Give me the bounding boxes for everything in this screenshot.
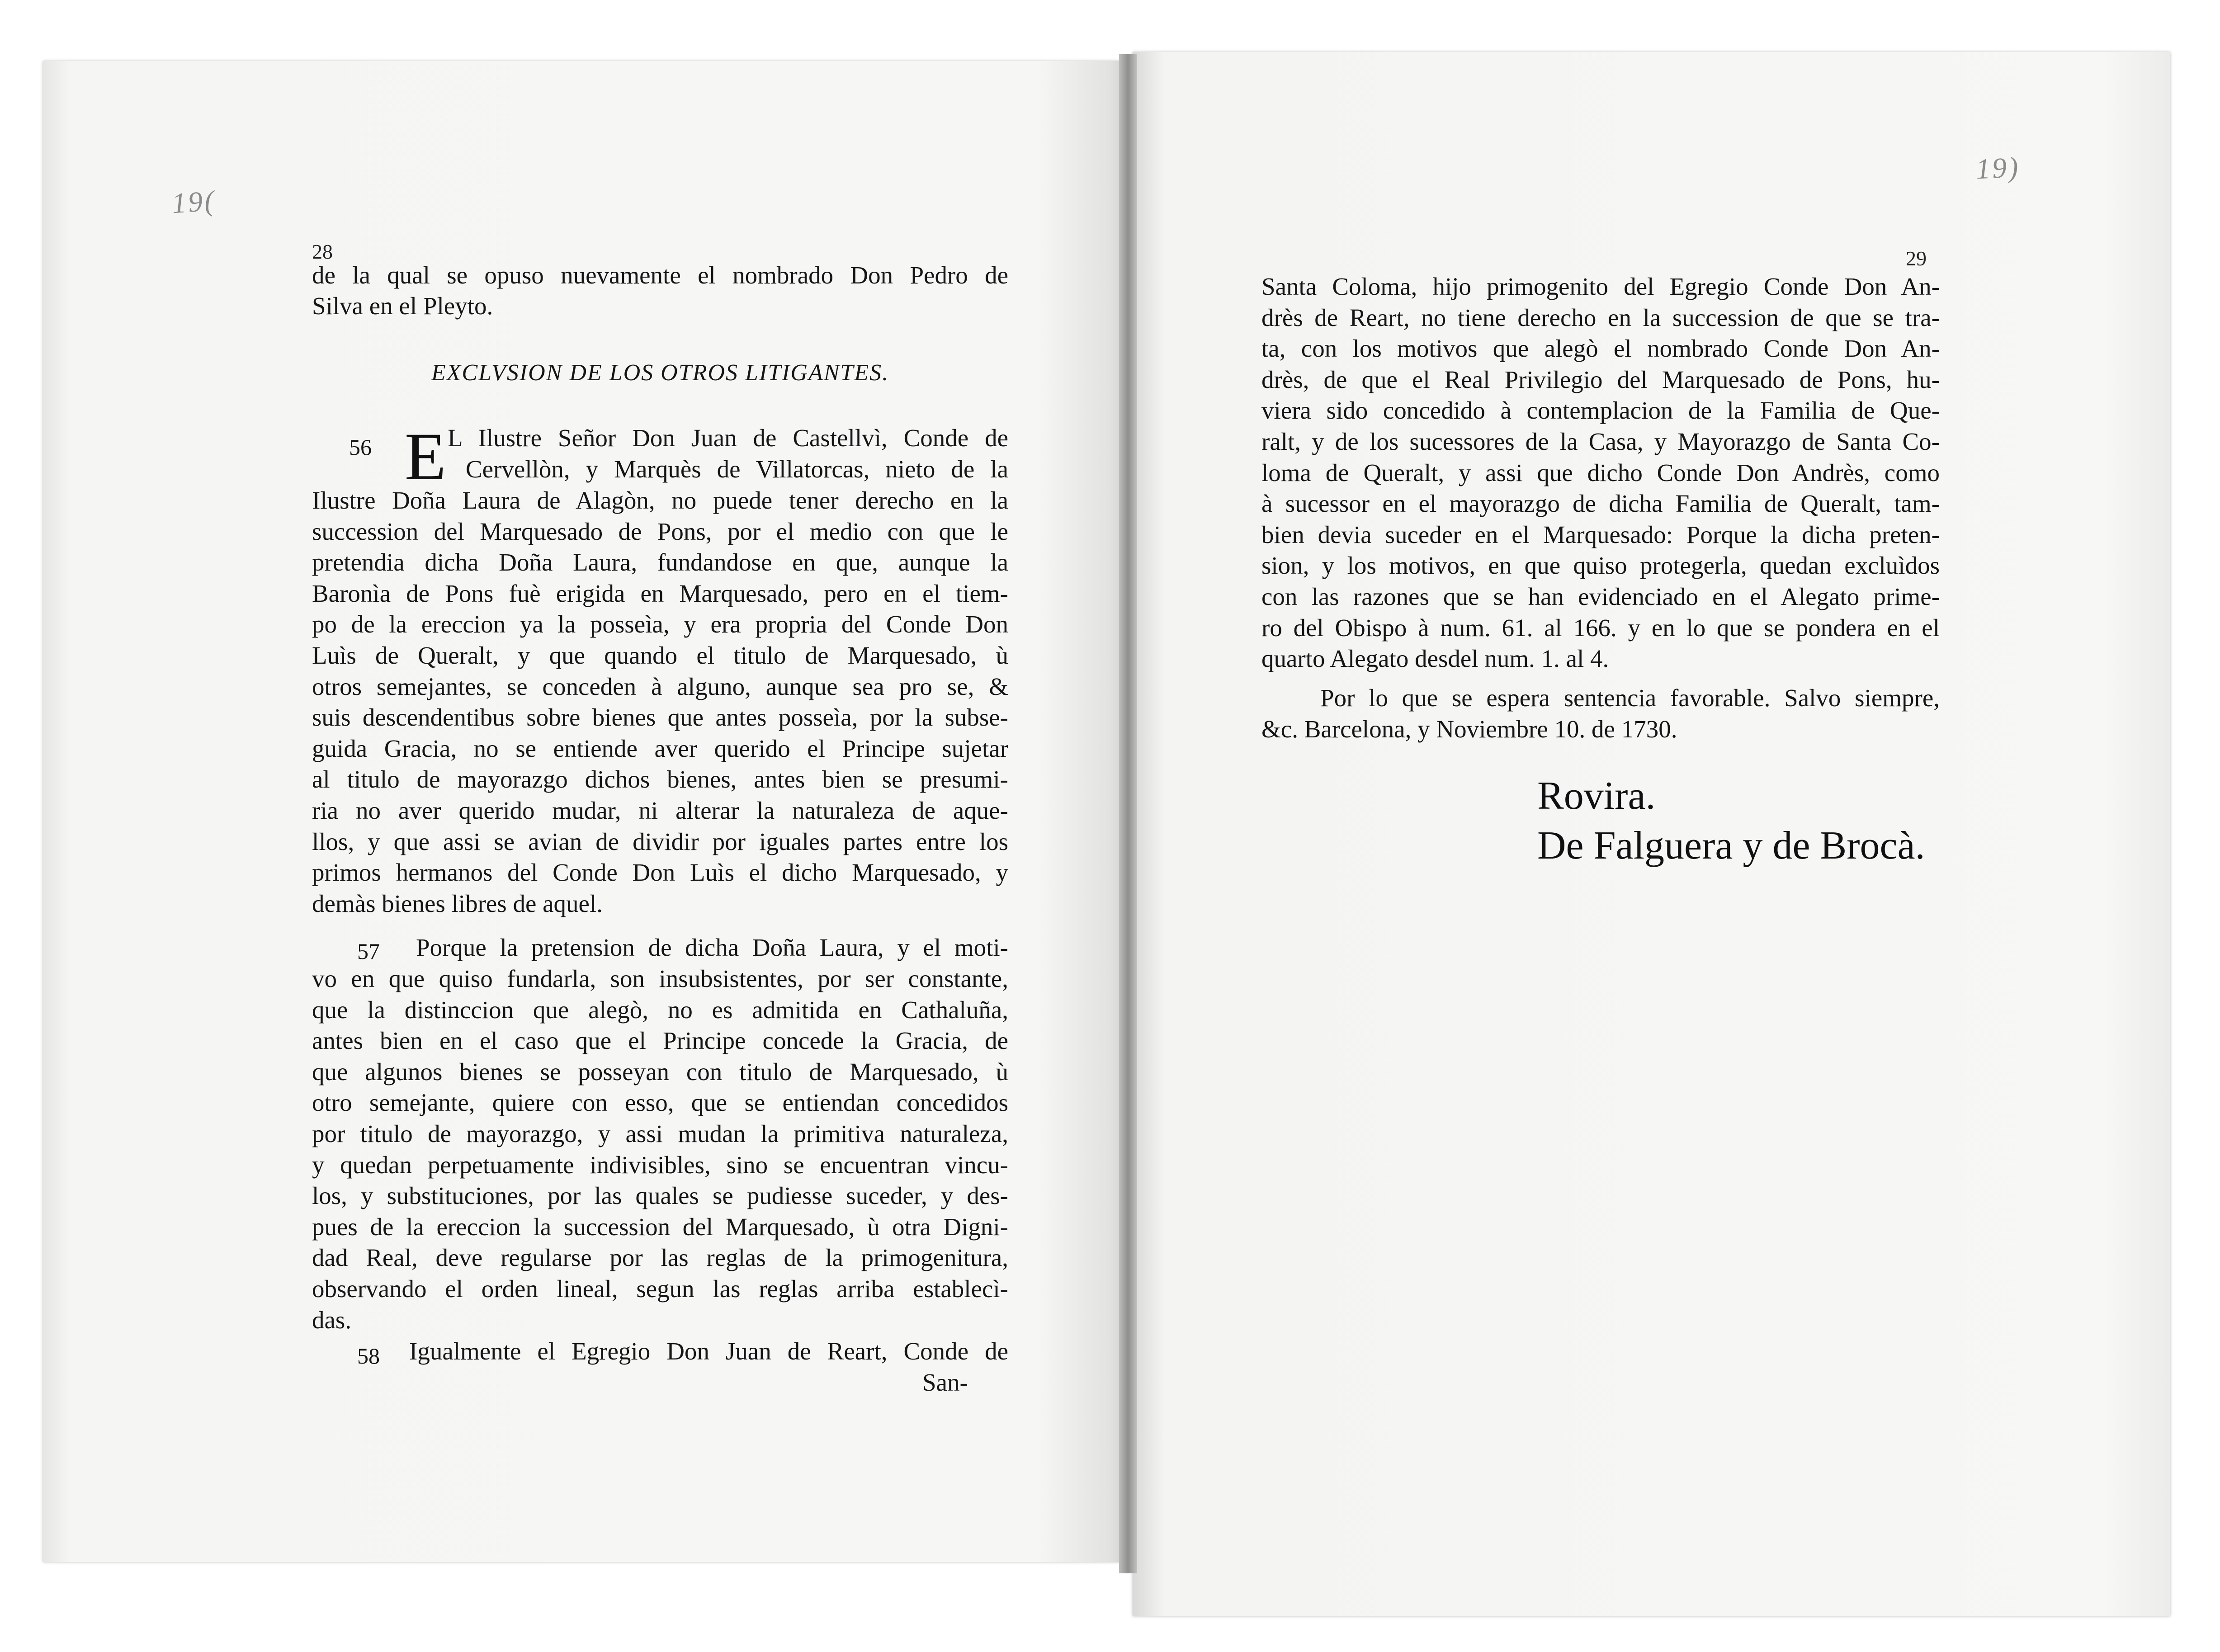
right-line: viera sido concedido à contemplacion de la Familia de Que- [1261,396,1940,425]
paragraph-number-57: 57 [357,939,380,964]
left-opening-line-2: Silva en el Pleyto. [312,292,493,320]
p57-line: por titulo de mayorazgo, y assi mudan la primitiva naturaleza, [312,1119,1008,1147]
book-gutter [1119,54,1137,1573]
closing-line-1: Por lo que se espera sentencia favorable. Salvo siempre, [1320,684,1940,712]
p57-line: pues de la ereccion la succession del Marquesado, ù otra Digni- [312,1213,1008,1241]
paragraph-57-body [312,963,1008,1336]
signature-falguera-broca: De Falguera y de Brocà. [1537,824,1925,868]
p56-line: otros semejantes, se conceden à alguno, aunque sea pro se, & [312,672,1008,700]
p56-line: suis descendentibus sobre bienes que antes posseìa, por la subse- [312,703,1008,732]
p58-line: Igualmente el Egregio Don Juan de Reart, Conde de [409,1337,1008,1365]
p57-first-line: Porque la pretension de dicha Doña Laura, y el moti- [416,934,1008,961]
right-line: Santa Coloma, hijo primogenito del Egregio Conde Don An- [1261,273,1940,300]
right-line: drès de Reart, no tiene derecho en la succession de que se tra- [1261,303,1940,331]
p56-first-line-1: L Ilustre Señor Don Juan de Castellvì, Conde de [448,424,1008,452]
p56-line: guida Gracia, no se entiende aver querido el Principe sujetar [312,734,1008,762]
pencil-folio-right: 19) [1975,151,2021,185]
right-line: ro del Obispo à num. 61. al 166. y en lo que se pondera en el [1261,614,1940,642]
paragraph-56-body [312,485,1008,919]
right-line: bien devia suceder en el Marquesado: Porque la dicha preten- [1261,520,1940,548]
right-last-line: quarto Alegato desdel num. 1. al 4. [1261,645,1609,673]
p57-last-line: das. [312,1306,352,1334]
right-line: con las razones que se han evidenciado en el Alegato prime- [1261,582,1940,610]
p56-line: ria no aver querido mudar, ni alterar la naturaleza de aque- [312,796,1008,824]
right-line: ralt, y de los sucessores de la Casa, y Mayorazgo de Santa Co- [1261,427,1940,455]
p56-last-line: demàs bienes libres de aquel. [312,889,603,917]
p57-line: observando el orden lineal, segun las reglas arriba establecì- [312,1274,1008,1303]
right-line: drès, de que el Real Privilegio del Marquesado de Pons, hu- [1261,365,1940,393]
section-heading: EXCLVSION DE LOS OTROS LITIGANTES. [431,360,889,386]
p57-line: antes bien en el caso que el Principe concede la Gracia, de [312,1027,1008,1055]
page-number-left: 28 [312,240,333,263]
p56-first-line-2: Cervellòn, y Marquès de Villatorcas, nieto de la [466,455,1008,483]
p56-line: succession del Marquesado de Pons, por el medio con que le [312,517,1008,545]
p57-line: dad Real, deve regularse por las reglas de la primogenitura, [312,1244,1008,1272]
p57-line: que la distinccion que alegò, no es admitida en Cathaluña, [312,996,1008,1024]
p56-line: Baronìa de Pons fuè erigida en Marquesado, pero en el tiem- [312,579,1008,607]
right-line: à sucessor en el mayorazgo de dicha Familia de Queralt, tam- [1261,490,1940,518]
catchword: San- [922,1369,968,1396]
p57-line: que algunos bienes se posseyan con titulo de Marquesado, ù [312,1057,1008,1086]
signature-rovira: Rovira. [1537,774,1656,818]
p56-line: Ilustre Doña Laura de Alagòn, no puede tener derecho en la [312,486,1008,514]
p56-line: al titulo de mayorazgo dichos bienes, antes bien se presumi- [312,765,1008,793]
left-opening-line-1: de la qual se opuso nuevamente el nombrado Don Pedro de [312,261,1008,289]
p56-line: po de la ereccion ya la posseìa, y era propria del Conde Don [312,610,1008,638]
right-line: loma de Queralt, y assi que dicho Conde Don Andrès, como [1261,458,1940,486]
page-number-right: 29 [1906,247,1927,270]
p57-line: los, y substituciones, por las quales se pudiesse suceder, y des- [312,1182,1008,1210]
p56-line: Luìs de Queralt, y que quando el titulo de Marquesado, ù [312,641,1008,669]
p57-line: vo en que quiso fundarla, son insubsistentes, por ser constante, [312,965,1008,992]
p56-line: pretendia dicha Doña Laura, fundandose en que, aunque la [312,548,1008,576]
p56-line: llos, y que assi se avian de dividir por iguales partes entre los [312,827,1008,855]
closing-line-2: &c. Barcelona, y Noviembre 10. de 1730. [1261,715,1677,743]
p57-line: otro semejante, quiere con esso, que se entiendan concedidos [312,1089,1008,1117]
p56-line: primos hermanos del Conde Don Luìs el dicho Marquesado, y [312,859,1008,887]
paragraph-number-56: 56 [349,434,372,460]
p57-line: y quedan perpetuamente indivisibles, sino se encuentran vincu- [312,1151,1008,1179]
right-page-body [1261,271,1940,675]
drop-cap-initial: E [405,419,446,494]
pencil-folio-left: 19( [170,184,217,220]
right-line: ta, con los motivos que alegò el nombrado Conde Don An- [1261,335,1940,363]
right-line: sion, y los motivos, en que quiso protegerla, quedan excluìdos [1261,552,1940,580]
paragraph-number-58: 58 [357,1343,380,1369]
